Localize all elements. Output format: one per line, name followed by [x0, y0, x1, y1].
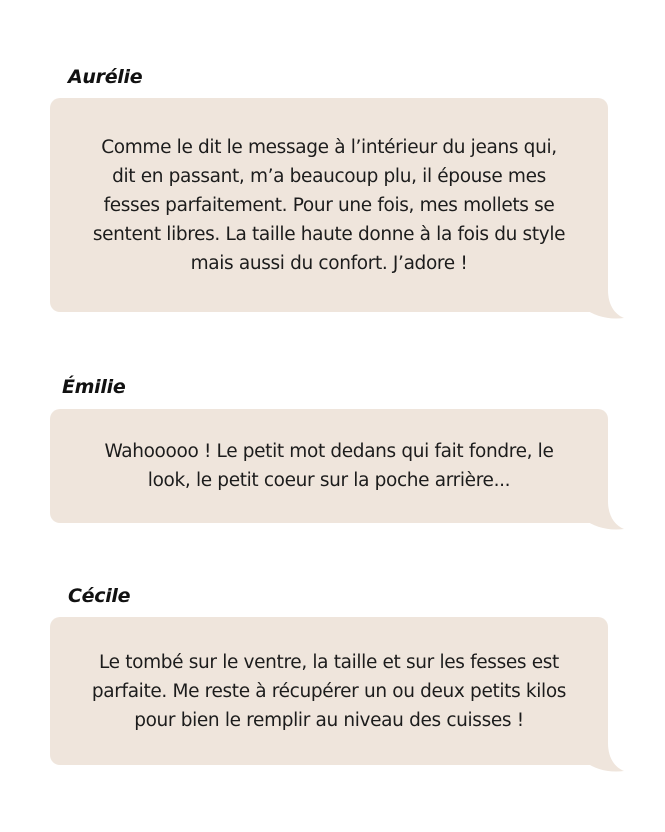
review-author: Aurélie	[68, 66, 143, 88]
review-author: Cécile	[68, 585, 131, 607]
review-text: Le tombé sur le ventre, la taille et sur les fesses est parfaite. Me reste à récupérer un ou deux petits kilos pour bien le remplir au niveau des cuisses !	[91, 651, 567, 731]
speech-tail-icon	[584, 743, 624, 773]
speech-tail-icon	[584, 290, 624, 320]
review-bubble	[50, 617, 608, 765]
speech-tail-icon	[584, 501, 624, 531]
review-author: Émilie	[62, 376, 126, 398]
review-text: Wahooooo ! Le petit mot dedans qui fait fondre, le look, le petit coeur sur la poche arrière...	[104, 441, 554, 491]
review-bubble	[50, 409, 608, 523]
review-text: Comme le dit le message à l’intérieur du jeans qui, dit en passant, m’a beaucoup plu, il épouse mes fesses parfaitement. Pour une fois, mes mollets se sentent libres. La taille haute donne à la fois du style mais aussi du confort. J’adore !	[92, 136, 566, 274]
review-bubble	[50, 98, 608, 312]
